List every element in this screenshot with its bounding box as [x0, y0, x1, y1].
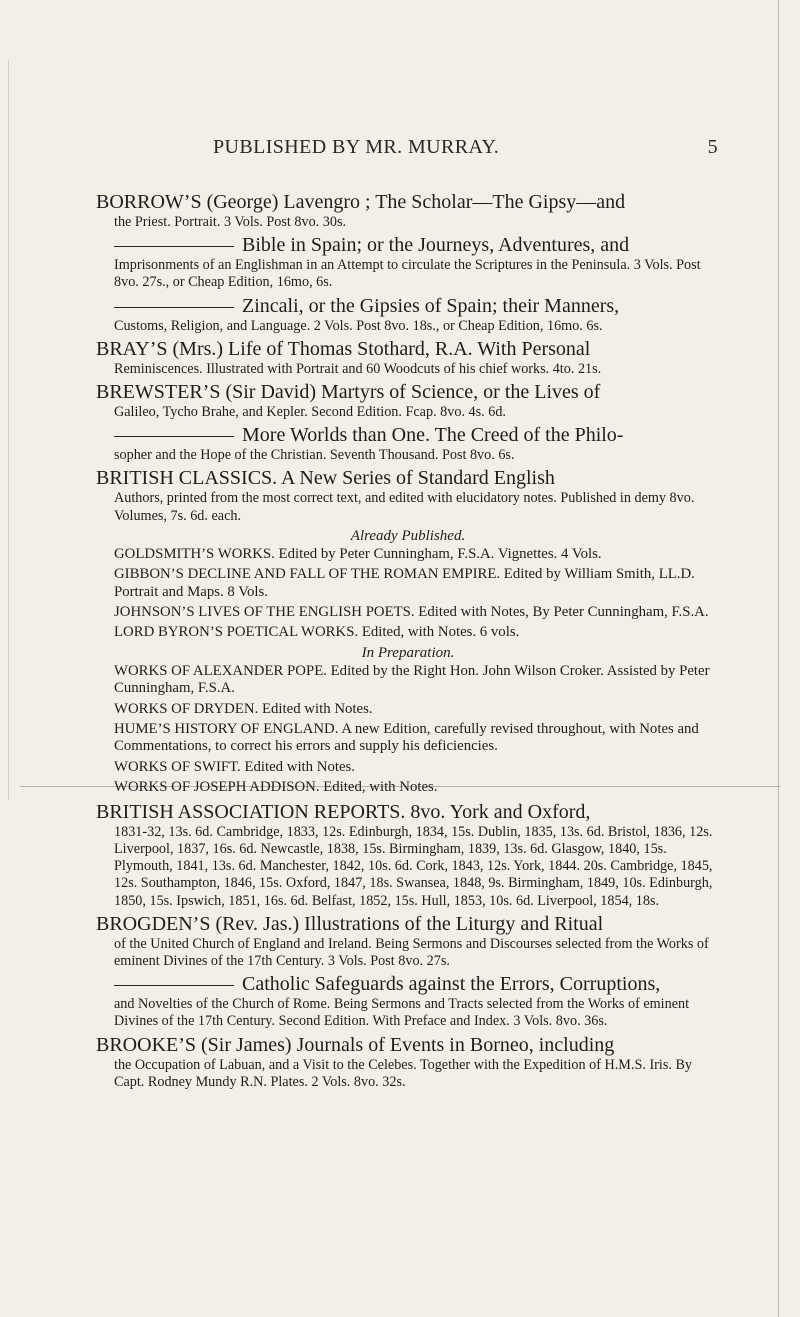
ditto-rule	[114, 436, 234, 437]
catalogue-body	[96, 190, 720, 1093]
page-edge-right	[778, 0, 779, 1317]
catalogue-entry	[96, 972, 720, 1030]
entry-details: Imprisonments of an Englishman in an Attempt to circulate the Scriptures in the Peninsula. 3 Vols. Post 8vo. 27s., or Cheap Edition, 16mo, 6s.	[114, 257, 701, 291]
page-edge-left	[8, 60, 9, 800]
catalogue-entry	[96, 800, 720, 910]
entry-title: BRAY’S (Mrs.) Life of Thomas Stothard, R.A. With Personal	[96, 337, 591, 360]
entry-title: Bible in Spain; or the Journeys, Adventures, and	[242, 234, 630, 257]
entry-title: BROOKE’S (Sir James) Journals of Events in Borneo, including	[96, 1033, 615, 1056]
series-volume: WORKS OF DRYDEN. Edited with Notes.	[114, 700, 373, 717]
catalogue-entry	[96, 466, 720, 524]
entry-details: 1831-32, 13s. 6d. Cambridge, 1833, 12s. Edinburgh, 1834, 15s. Dublin, 1835, 13s. 6d. Bristol, 1836, 12s. Liverpool, 1837, 16s. 6d. Newcastle, 1838, 15s. Birmingham, 1839, 13s. 6d. Glasgow, 1840, 15s. Plymouth, 1841, 13s. 6d. Manchester, 1842, 10s. 6d. Cork, 1843, 12s. York, 1844. 20s. Cambridge, 1845, 12s. Southampton, 1846, 15s. Oxford, 1847, 18s. Swansea, 1848, 9s. Birmingham, 1849, 10s. Edinburgh, 1850, 15s. Ipswich, 1851, 16s. 6d. Belfast, 1852, 15s. Hull, 1853, 10s. 6d. Liverpool, 1854, 18s.	[114, 823, 713, 909]
series-volume: WORKS OF SWIFT. Edited with Notes.	[114, 758, 355, 775]
entry-title: BREWSTER’S (Sir David) Martyrs of Science, or the Lives of	[96, 381, 601, 404]
in-preparation-heading: In Preparation.	[361, 644, 455, 661]
entry-details: Reminiscences. Illustrated with Portrait and 60 Woodcuts of his chief works. 4to. 21s.	[114, 360, 602, 377]
catalogue-entry	[96, 912, 720, 970]
entry-title: BRITISH CLASSICS. A New Series of Standard English	[96, 467, 555, 490]
catalogue-entry	[96, 233, 720, 291]
running-title: PUBLISHED BY MR. MURRAY.	[213, 136, 500, 158]
catalogue-entry	[96, 1033, 720, 1091]
series-volume: GIBBON’S DECLINE AND FALL OF THE ROMAN EMPIRE. Edited by William Smith, LL.D. Portrait and Maps. 8 Vols.	[114, 566, 695, 600]
series-volume: HUME’S HISTORY OF ENGLAND. A new Edition, carefully revised throughout, with Notes and Commentations, to correct his errors and supply his deficiencies.	[114, 721, 699, 755]
entry-details: Authors, printed from the most correct text, and edited with elucidatory notes. Published in demy 8vo. Volumes, 7s. 6d. each.	[114, 490, 695, 524]
entry-details: of the United Church of England and Ireland. Being Sermons and Discourses selected from the Works of eminent Divines of the 17th Century. 3 Vols. Post 8vo. 27s.	[114, 935, 709, 969]
entry-title: BROGDEN’S (Rev. Jas.) Illustrations of the Liturgy and Ritual	[96, 912, 604, 935]
entry-title: More Worlds than One. The Creed of the Philo-	[242, 424, 624, 447]
entry-details: and Novelties of the Church of Rome. Being Sermons and Tracts selected from the Works of eminent Divines of the 17th Century. Second Edition. With Preface and Index. 3 Vols. 8vo. 36s.	[114, 996, 690, 1030]
entry-title: BRITISH ASSOCIATION REPORTS. 8vo. York and Oxford,	[96, 800, 591, 823]
series-volume: WORKS OF JOSEPH ADDISON. Edited, with Notes.	[114, 779, 438, 796]
entry-details: Customs, Religion, and Language. 2 Vols. Post 8vo. 18s., or Cheap Edition, 16mo. 6s.	[114, 317, 603, 334]
series-volume: WORKS OF ALEXANDER POPE. Edited by the Right Hon. John Wilson Croker. Assisted by Peter Cunningham, F.S.A.	[114, 662, 710, 697]
already-published-heading: Already Published.	[350, 527, 466, 544]
series-volume: GOLDSMITH’S WORKS. Edited by Peter Cunningham, F.S.A. Vignettes. 4 Vols.	[114, 545, 602, 562]
series-volume: JOHNSON’S LIVES OF THE ENGLISH POETS. Edited with Notes, By Peter Cunningham, F.S.A.	[114, 604, 709, 621]
ditto-rule	[114, 985, 234, 986]
ditto-rule	[114, 307, 234, 308]
series-volume: LORD BYRON’S POETICAL WORKS. Edited, with Notes. 6 vols.	[114, 624, 520, 641]
ditto-rule	[114, 246, 234, 247]
catalogue-entry	[96, 423, 720, 464]
entry-title: Catholic Safeguards against the Errors, Corruptions,	[242, 973, 661, 996]
entry-details: sopher and the Hope of the Christian. Seventh Thousand. Post 8vo. 6s.	[114, 447, 515, 464]
entry-details: the Priest. Portrait. 3 Vols. Post 8vo. 30s.	[114, 214, 347, 230]
entry-details: Galileo, Tycho Brahe, and Kepler. Second Edition. Fcap. 8vo. 4s. 6d.	[114, 404, 506, 421]
catalogue-entry	[96, 294, 720, 335]
entry-details: the Occupation of Labuan, and a Visit to the Celebes. Together with the Expedition of H.M.S. Iris. By Capt. Rodney Mundy R.N. Plates. 2 Vols. 8vo. 32s.	[114, 1056, 693, 1090]
entry-title: Zincali, or the Gipsies of Spain; their Manners,	[242, 294, 620, 317]
entry-title: BORROW’S (George) Lavengro ; The Scholar—The Gipsy—and	[96, 191, 626, 213]
page-number: 5	[707, 136, 718, 158]
catalogue-entry	[96, 337, 720, 378]
catalogue-entry	[96, 380, 720, 421]
catalogue-entry	[96, 190, 720, 231]
